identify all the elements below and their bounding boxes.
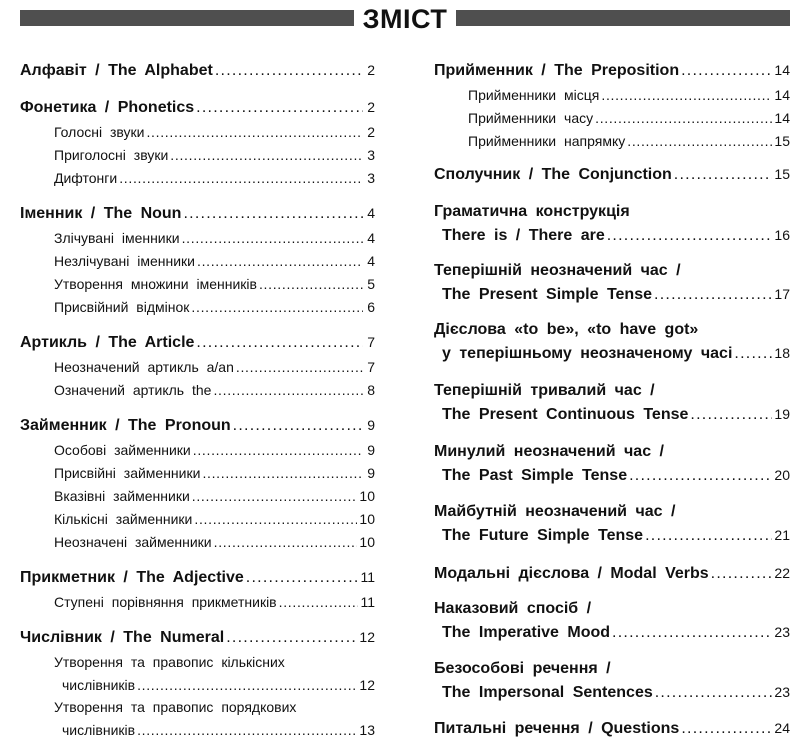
entry-label: Приголосні звуки [54, 147, 169, 163]
page-number: 4 [367, 253, 375, 269]
page-number: 2 [367, 62, 375, 78]
entry-label: Прикметник / The Adjective [20, 569, 244, 586]
page-number: 3 [367, 147, 375, 163]
dot-leader [607, 227, 773, 245]
page-number: 19 [774, 406, 790, 422]
entry-label: Питальні речення / Questions [434, 720, 680, 737]
dot-leader [236, 359, 363, 375]
page-number: 14 [774, 62, 790, 78]
toc-entry-imperative-line2[interactable] [434, 624, 790, 642]
dot-leader [226, 629, 357, 647]
page-number: 16 [774, 227, 790, 243]
toc-entry-past-simple-line1[interactable] [434, 443, 790, 461]
dot-leader [194, 511, 357, 527]
entry-label: Числівник / The Numeral [20, 629, 225, 646]
page-number: 4 [367, 205, 375, 221]
page-number: 10 [359, 488, 375, 504]
header-rule-left [20, 10, 354, 26]
toc-entry-preposition[interactable] [434, 62, 790, 80]
dot-leader [183, 205, 363, 223]
entry-label: Прийменники місця [468, 87, 600, 103]
dot-leader [259, 276, 363, 292]
entry-label: Утворення та правопис кількісних [54, 654, 285, 670]
dot-leader [681, 720, 772, 738]
entry-label: Неозначені займенники [54, 534, 212, 550]
entry-label: Займенник / The Pronoun [20, 417, 231, 434]
entry-label: Неозначений артикль a/an [54, 359, 234, 375]
dot-leader [629, 467, 772, 485]
entry-label: у теперішньому неозначеному часі [442, 345, 733, 362]
page-number: 21 [774, 527, 790, 543]
toc-subentry[interactable] [20, 359, 375, 375]
entry-label: The Imperative Mood [442, 624, 611, 641]
entry-label: Утворення множини іменників [54, 276, 257, 292]
dot-leader [654, 286, 772, 304]
page-number: 18 [774, 345, 790, 361]
dot-leader [197, 253, 363, 269]
toc-subentry[interactable] [20, 594, 375, 610]
toc-subentry[interactable] [20, 124, 375, 140]
entry-label: Особові займенники [54, 442, 191, 458]
dot-leader [246, 569, 359, 587]
entry-label: Теперішній неозначений час / [434, 262, 681, 279]
page-number: 24 [774, 720, 790, 736]
entry-label: Злічувані іменники [54, 230, 180, 246]
entry-label: Наказовий спосіб / [434, 600, 592, 617]
toc-subentry[interactable] [20, 253, 375, 269]
toc-subentry[interactable] [20, 147, 375, 163]
toc-subentry[interactable] [20, 488, 375, 504]
entry-label: Кількісні займенники [54, 511, 193, 527]
toc-subentry[interactable] [20, 442, 375, 458]
toc-subentry[interactable] [20, 511, 375, 527]
dot-leader [137, 722, 357, 738]
dot-leader [233, 417, 363, 435]
dot-leader [191, 299, 363, 315]
toc-entry-impersonal-line1[interactable] [434, 660, 790, 678]
dot-leader [690, 406, 772, 424]
toc-entry-adjective[interactable] [20, 569, 375, 587]
toc-subentry[interactable] [20, 276, 375, 292]
toc-entry-conjunction[interactable] [434, 166, 790, 184]
entry-label: The Present Continuous Tense [442, 406, 689, 423]
entry-label: Артикль / The Article [20, 334, 195, 351]
toc-entry-there-is-line2[interactable] [434, 227, 790, 245]
toc-subentry[interactable] [20, 299, 375, 315]
entry-label: Алфавіт / The Alphabet [20, 62, 213, 79]
toc-entry-pronoun[interactable] [20, 417, 375, 435]
dot-leader [119, 170, 363, 186]
entry-label: числівників [62, 722, 136, 738]
toc-entry-to-be-line2[interactable] [434, 345, 790, 363]
dot-leader [674, 166, 773, 184]
header-rule-right [456, 10, 790, 26]
toc-entry-to-be-line1[interactable] [434, 321, 790, 339]
entry-label: The Past Simple Tense [442, 467, 628, 484]
toc-entry-present-continuous-line2[interactable] [434, 406, 790, 424]
toc-subentry-line1[interactable] [20, 654, 375, 670]
entry-label: Сполучник / The Conjunction [434, 166, 672, 183]
dot-leader [170, 147, 363, 163]
toc-entry-future-simple-line1[interactable] [434, 503, 790, 521]
entry-label: Прийменники часу [468, 110, 594, 126]
toc-subentry[interactable] [20, 170, 375, 186]
entry-label: The Impersonal Sentences [442, 684, 653, 701]
toc-entry-modal-verbs[interactable] [434, 565, 790, 583]
entry-label: Прийменник / The Preposition [434, 62, 680, 79]
entry-label: Фонетика / Phonetics [20, 99, 195, 116]
toc-entry-noun[interactable] [20, 205, 375, 223]
toc-entry-alphabet[interactable] [20, 62, 375, 80]
page-number: 23 [774, 624, 790, 640]
page-number: 9 [367, 417, 375, 433]
dot-leader [196, 334, 363, 352]
entry-label: Присвійні займенники [54, 465, 201, 481]
page-number: 23 [774, 684, 790, 700]
page-number: 13 [359, 722, 375, 738]
page-number: 5 [367, 276, 375, 292]
dot-leader [734, 345, 772, 363]
entry-label: The Present Simple Tense [442, 286, 652, 303]
page-number: 20 [774, 467, 790, 483]
dot-leader [279, 594, 359, 610]
page-number: 15 [774, 166, 790, 182]
toc-subentry-line2[interactable] [20, 677, 375, 693]
page-number: 10 [359, 511, 375, 527]
page-number: 12 [359, 677, 375, 693]
toc-entry-future-simple-line2[interactable] [434, 527, 790, 545]
toc-subentry[interactable] [20, 534, 375, 550]
dot-leader [681, 62, 772, 80]
dot-leader [627, 133, 772, 149]
page-number: 12 [359, 629, 375, 645]
page-number: 14 [774, 110, 790, 126]
toc-entry-questions[interactable] [434, 720, 790, 738]
entry-label: Утворення та правопис порядкових [54, 699, 297, 715]
entry-label: Теперішній тривалий час / [434, 382, 655, 399]
entry-label: There is / There are [442, 227, 605, 244]
page-number: 11 [360, 594, 375, 610]
dot-leader [595, 110, 772, 126]
entry-label: Іменник / The Noun [20, 205, 182, 222]
page-number: 22 [774, 565, 790, 581]
entry-label: Вказівні займенники [54, 488, 190, 504]
entry-label: Дифтонги [54, 170, 118, 186]
page-number: 7 [367, 334, 375, 350]
dot-leader [182, 230, 363, 246]
entry-label: Ступені порівняння прикметників [54, 594, 277, 610]
toc-subentry-line2[interactable] [20, 722, 375, 738]
toc-subentry[interactable] [434, 87, 790, 103]
page-number: 9 [367, 442, 375, 458]
entry-label: Незлічувані іменники [54, 253, 195, 269]
entry-label: Граматична конструкція [434, 203, 630, 220]
toc-entry-past-simple-line2[interactable] [434, 467, 790, 485]
toc-entry-impersonal-line2[interactable] [434, 684, 790, 702]
toc-subentry[interactable] [20, 382, 375, 398]
page-title: ЗМІСТ [362, 4, 448, 34]
dot-leader [645, 527, 772, 545]
dot-leader [215, 62, 363, 80]
page-number: 7 [367, 359, 375, 375]
dot-leader [214, 534, 358, 550]
page-number: 2 [367, 99, 375, 115]
dot-leader [202, 465, 363, 481]
toc-subentry[interactable] [20, 230, 375, 246]
page-number: 17 [774, 286, 790, 302]
dot-leader [137, 677, 357, 693]
page-number: 15 [774, 133, 790, 149]
page-number: 9 [367, 465, 375, 481]
toc-subentry-line1[interactable] [20, 699, 375, 715]
page-number: 8 [367, 382, 375, 398]
toc-entry-present-simple-line2[interactable] [434, 286, 790, 304]
entry-label: Майбутній неозначений час / [434, 503, 676, 520]
page-number: 4 [367, 230, 375, 246]
toc-entry-numeral[interactable] [20, 629, 375, 647]
toc-entry-there-is-line1[interactable] [434, 203, 790, 221]
dot-leader [655, 684, 773, 702]
entry-label: Означений артикль the [54, 382, 212, 398]
dot-leader [196, 99, 363, 117]
toc-subentry[interactable] [434, 110, 790, 126]
entry-label: Присвійний відмінок [54, 299, 190, 315]
entry-label: Дієслова «to be», «to have got» [434, 321, 699, 338]
entry-label: Прийменники напрямку [468, 133, 626, 149]
page-number: 6 [367, 299, 375, 315]
entry-label: Модальні дієслова / Modal Verbs [434, 565, 709, 582]
toc-entry-imperative-line1[interactable] [434, 600, 790, 618]
toc-entry-present-simple-line1[interactable] [434, 262, 790, 280]
entry-label: Минулий неозначений час / [434, 443, 664, 460]
entry-label: The Future Simple Tense [442, 527, 644, 544]
page-number: 2 [367, 124, 375, 140]
dot-leader [213, 382, 363, 398]
page-number: 10 [359, 534, 375, 550]
dot-leader [612, 624, 772, 642]
dot-leader [193, 442, 363, 458]
dot-leader [192, 488, 358, 504]
page-number: 14 [774, 87, 790, 103]
dot-leader [711, 565, 773, 583]
entry-label: Голосні звуки [54, 124, 145, 140]
page-number: 11 [360, 569, 375, 585]
toc-entry-phonetics[interactable] [20, 99, 375, 117]
toc-subentry[interactable] [20, 465, 375, 481]
entry-label: Безособові речення / [434, 660, 611, 677]
entry-label: числівників [62, 677, 136, 693]
toc-entry-present-continuous-line1[interactable] [434, 382, 790, 400]
toc-subentry[interactable] [434, 133, 790, 149]
dot-leader [601, 87, 772, 103]
page-number: 3 [367, 170, 375, 186]
toc-entry-article[interactable] [20, 334, 375, 352]
dot-leader [146, 124, 363, 140]
